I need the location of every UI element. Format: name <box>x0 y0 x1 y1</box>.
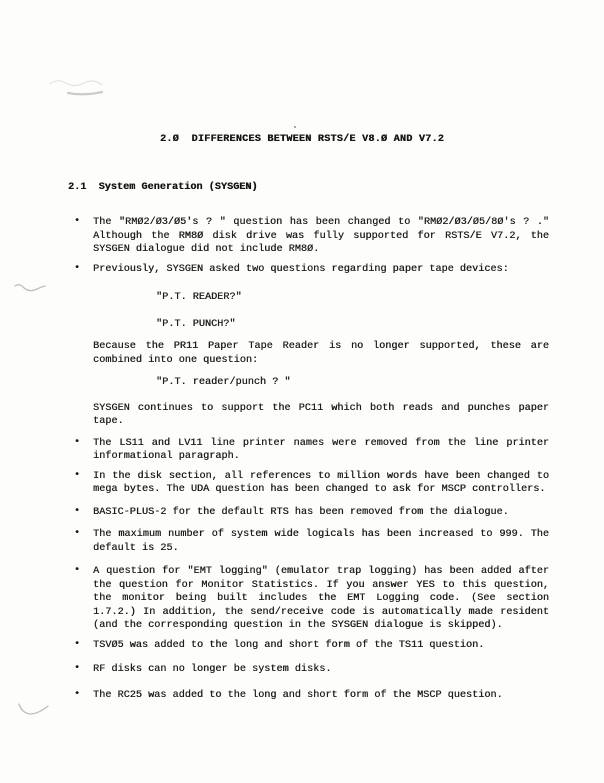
quote-line: "P.T. reader/punch ? " <box>156 377 291 388</box>
bullet-text: A question for "EMT logging" (emulator trap logging) has been added after the question for Monitor Statistics. If you answer YES to this question, the monitor being built includes the EMT Logging code. (See section 1.7.2.) In addition, the send/receive code is automatically made resident (and the corresponding question in the SYSGEN dialogue is skipped). <box>93 566 549 631</box>
paragraph-text: SYSGEN continues to support the PC11 which both reads and punches paper tape. <box>93 402 549 427</box>
continuation-paragraph <box>93 402 549 429</box>
page-title: 2.Ø DIFFERENCES BETWEEN RSTS/E V8.Ø AND V7.2 <box>159 134 445 145</box>
bullet-item <box>74 565 549 633</box>
bullet-text: The RC25 was added to the long and short form of the MSCP question. <box>93 689 503 701</box>
bullet-text: In the disk section, all references to million words have been changed to mega bytes. The UDA question has been changed to ask for MSCP controllers. <box>93 470 549 495</box>
bullet-icon: • <box>74 565 81 576</box>
bullet-item <box>74 262 549 277</box>
bullet-item <box>74 663 549 677</box>
bullet-text: Previously, SYSGEN asked two questions regarding paper tape devices: <box>93 263 509 275</box>
paragraph-text: Because the PR11 Paper Tape Reader is no longer supported, these are combined into one question: <box>93 341 549 366</box>
bullet-text: TSVØ5 was added to the long and short form of the TS11 question. <box>93 639 485 651</box>
pencil-check-mark <box>13 281 47 295</box>
bullet-icon: • <box>74 663 81 674</box>
bullet-text: The LS11 and LV11 line printer names were removed from the line printer informational paragraph. <box>93 437 549 462</box>
continuation-paragraph <box>93 340 549 367</box>
bullet-icon: • <box>74 638 81 650</box>
bullet-icon: • <box>74 505 81 517</box>
bullet-item <box>74 216 549 257</box>
bullet-item <box>74 528 549 555</box>
bullet-icon: • <box>74 436 81 448</box>
bullet-icon: • <box>74 528 81 539</box>
bullet-icon: • <box>74 216 81 227</box>
bullet-text: RF disks can no longer be system disks. <box>93 664 332 675</box>
bullet-item <box>74 638 549 653</box>
bullet-text: The "RMØ2/Ø3/Ø5's ? " question has been changed to "RMØ2/Ø3/Ø5/8Ø's ? ." Although the RM8Ø disk drive was fully supported for RSTS/E V7.2, the SYSGEN dialogue did not include RM8Ø. <box>93 217 549 255</box>
scan-speck <box>294 126 296 128</box>
pencil-check-mark <box>17 701 51 717</box>
bullet-text: BASIC-PLUS-2 for the default RTS has been removed from the dialogue. <box>93 506 509 518</box>
quote-line: "P.T. PUNCH?" <box>156 318 236 330</box>
content-column <box>74 216 549 702</box>
pencil-scribble-mark <box>46 74 116 98</box>
bullet-icon: • <box>74 469 81 481</box>
bullet-item <box>74 688 549 703</box>
bullet-item <box>74 436 549 464</box>
section-heading: 2.1 System Generation (SYSGEN) <box>68 182 258 193</box>
quote-line: "P.T. READER?" <box>156 292 242 303</box>
bullet-item <box>74 505 549 520</box>
bullet-item <box>74 469 549 497</box>
bullet-icon: • <box>74 262 81 274</box>
bullet-text: The maximum number of system wide logicals has been increased to 999. The default is 25. <box>93 529 549 554</box>
bullet-icon: • <box>74 688 81 700</box>
